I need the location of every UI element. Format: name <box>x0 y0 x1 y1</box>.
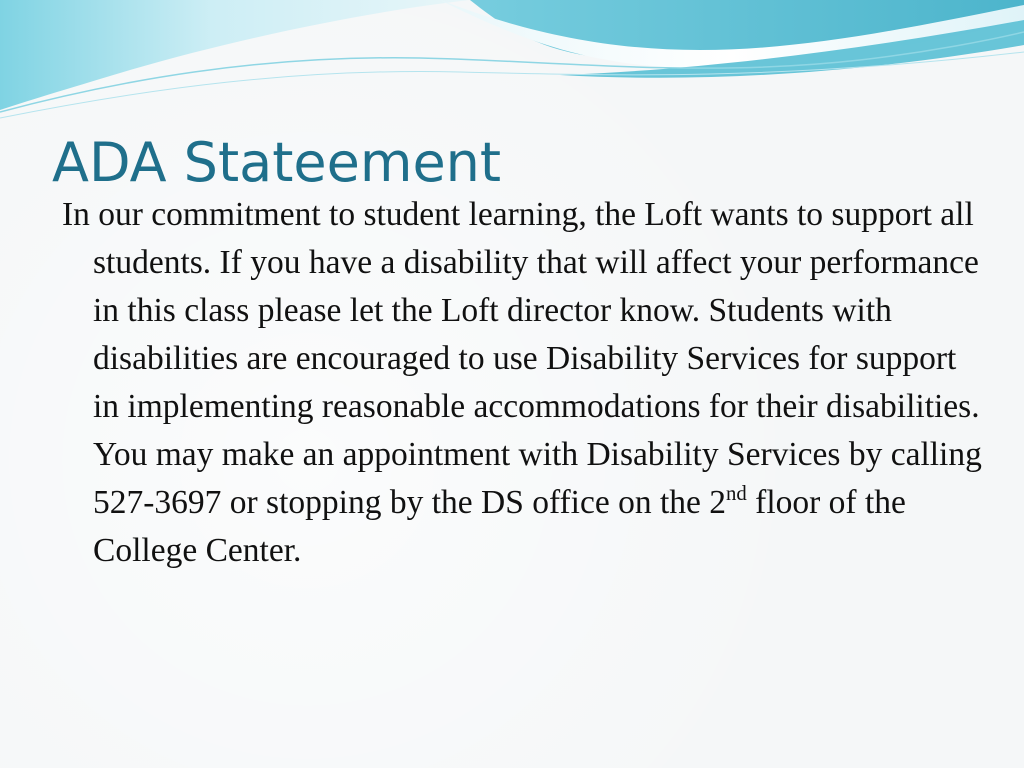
decorative-wave-header <box>0 0 1024 130</box>
slide-body-text <box>62 191 983 575</box>
slide-title: ADA Stateement <box>52 131 502 194</box>
ordinal-superscript: nd <box>726 481 747 505</box>
body-text-end: floor of the College Center. <box>93 484 906 569</box>
body-text-main: In our commitment to student learning, the Loft wants to support all students. If you have a disability that will affect your performance in this class please let the Loft director know. Students with disabilities are encouraged to use Disability Services for support in implementing reasonable accommodations for their disabilities. You may make an appointment with Disability Services by calling 527-3697 or stopping by the DS office on the 2 <box>62 196 982 521</box>
